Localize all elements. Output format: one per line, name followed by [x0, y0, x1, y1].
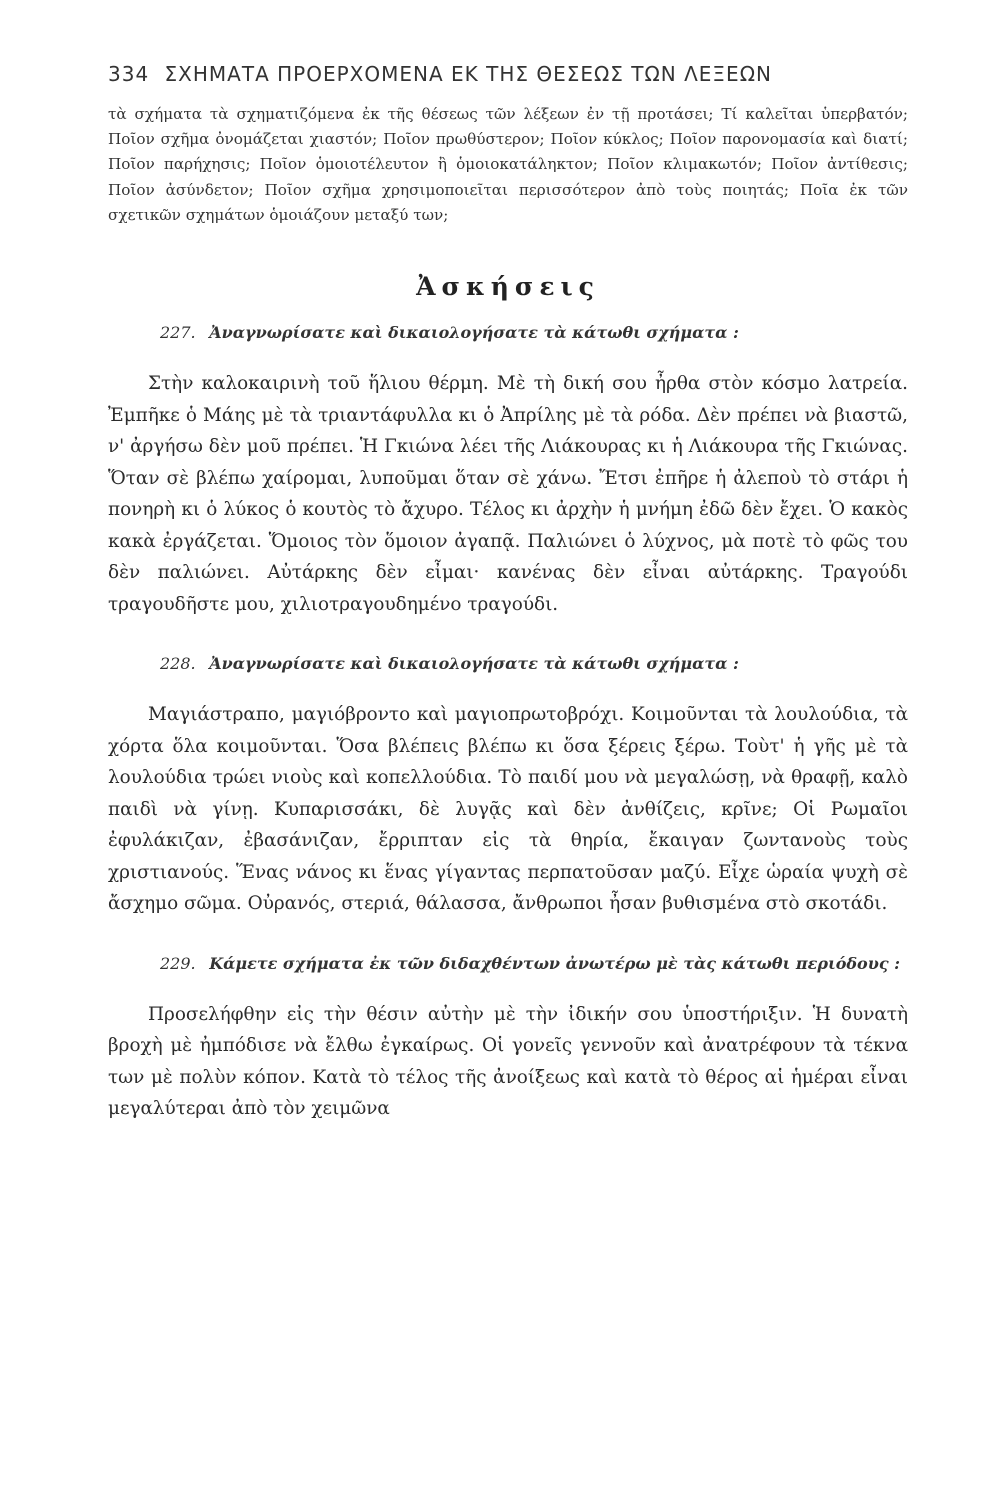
exercise-text: Στὴν καλοκαιρινὴ τοῦ ἥλιου θέρμη. Μὲ τὴ δική σου ἦρθα στὸν κόσμο λατρεία. Ἐμπῆκε ὁ Μάης μὲ τὰ τριαντάφυλλα κι ὁ Ἀπρίλης μὲ τὰ ρόδα. Δὲν πρέπει νὰ βιαστῶ, ν' ἀργήσω δὲν μοῦ πρέπει. Ἡ Γκιώνα λέει τῆς Λιάκουρας κι ἡ Λιάκουρα τῆς Γκιώνας. Ὅταν σὲ βλέπω χαίρομαι, λυποῦμαι ὅταν σὲ χάνω. Ἔτσι ἐπῆρε ἡ ἀλεποὺ τὸ στάρι ἡ πονηρὴ κι ὁ λύκος ὁ κουτὸς τὸ ἄχυρο. Τέλος κι ἀρχὴν ἡ μνήμη ἐδῶ δὲν ἔχει. Ὁ κακὸς κακὰ ἐργάζεται. Ὅμοιος τὸν ὅμοιον ἀγαπᾷ. Παλιώνει ὁ λύχνος, μὰ ποτὲ τὸ φῶς του δὲν παλιώνει. Αὐτάρκης δὲν εἶμαι· κανένας δὲν εἶναι αὐτάρκης. Τραγούδι τραγουδῆστε μου, χιλιοτραγουδημένο τραγούδι.	[108, 373, 908, 615]
book-page	[108, 62, 908, 1159]
section-title: Ἀσκήσεις	[416, 272, 600, 302]
exercise-number: 229.	[160, 953, 196, 973]
exercise-instruction: Ἀναγνωρίσατε καὶ δικαιολογήσατε τὰ κάτωθι σχήματα :	[209, 654, 739, 674]
exercise-instruction: Κάμετε σχήματα ἐκ τῶν διδαχθέντων ἀνωτέρω μὲ τὰς κάτωθι περιόδους :	[209, 953, 901, 973]
page-number: 334	[108, 62, 150, 86]
exercise-text: Προσελήφθην εἰς τὴν θέσιν αὐτὴν μὲ τὴν ἰδικήν σου ὑποστήριξιν. Ἡ δυνατὴ βροχὴ μὲ ἠμπόδισε νὰ ἔλθω ἐγκαίρως. Οἱ γονεῖς γεννοῦν καὶ ἀνατρέφουν τὰ τέκνα των μὲ πολὺν κόπον. Κατὰ τὸ τέλος τῆς ἀνοίξεως καὶ κατὰ τὸ θέρος αἱ ἡμέραι εἶναι μεγαλύτεραι ἀπὸ τὸν χειμῶνα	[108, 1003, 908, 1120]
exercise-heading	[108, 954, 908, 973]
exercise-number: 227.	[160, 323, 196, 343]
exercise-text: Μαγιάστραπο, μαγιόβροντο καὶ μαγιοπρωτοβρόχι. Κοιμοῦνται τὰ λουλούδια, τὰ χόρτα ὅλα κοιμοῦνται. Ὅσα βλέπεις βλέπω κι ὅσα ξέρεις ξέρω. Τοὺτ' ἡ γῆς μὲ τὰ λουλούδια τρώει νιοὺς καὶ κοπελλούδια. Τὸ παιδί μου νὰ μεγαλώσῃ, νὰ θραφῇ, καλὸ παιδὶ νὰ γίνῃ. Κυπαρισσάκι, δὲ λυγᾷς καὶ δὲν ἀνθίζεις, κρῖνε; Οἱ Ρωμαῖοι ἐφυλάκιζαν, ἐβασάνιζαν, ἔρριπταν εἰς τὰ θηρία, ἔκαιγαν ζωντανοὺς τοὺς χριστιανούς. Ἕνας νάνος κι ἕνας γίγαντας περπατοῦσαν μαζύ. Εἶχε ὡραία ψυχὴ σὲ ἄσχημο σῶμα. Οὐρανός, στεριά, θάλασσα, ἄνθρωποι ἦσαν βυθισμένα στὸ σκοτάδι.	[108, 704, 908, 915]
running-title: ΣΧΗΜΑΤΑ ΠΡΟΕΡΧΟΜΕΝΑ ΕΚ ΤΗΣ ΘΕΣΕΩΣ ΤΩΝ ΛΕΞΕΩΝ	[164, 62, 772, 86]
exercise-instruction: Ἀναγνωρίσατε καὶ δικαιολογήσατε τὰ κάτωθι σχήματα :	[209, 323, 739, 343]
review-questions: τὰ σχήματα τὰ σχηματιζόμενα ἐκ τῆς θέσεως τῶν λέξεων ἐν τῇ προτάσει; Τί καλεῖται ὑπερβατόν; Ποῖον σχῆμα ὀνομάζεται χιαστόν; Ποῖον πρωθύστερον; Ποῖον κύκλος; Ποῖον παρονομασία καὶ διατί; Ποῖον παρήχησις; Ποῖον ὁμοιοτέλευτον ἢ ὁμοιοκατάληκτον; Ποῖον κλιμακωτόν; Ποῖον ἀντίθεσις; Ποῖον ἀσύνδετον; Ποῖον σχῆμα χρησιμοποιεῖται περισσότερον ἀπὸ τοὺς ποιητάς; Ποῖα ἐκ τῶν σχετικῶν σχημάτων ὁμοιάζουν μεταξύ των;	[108, 105, 908, 224]
exercise-heading	[108, 654, 908, 673]
running-head	[108, 62, 908, 86]
exercise-number: 228.	[160, 654, 196, 674]
exercise-heading	[108, 323, 908, 342]
